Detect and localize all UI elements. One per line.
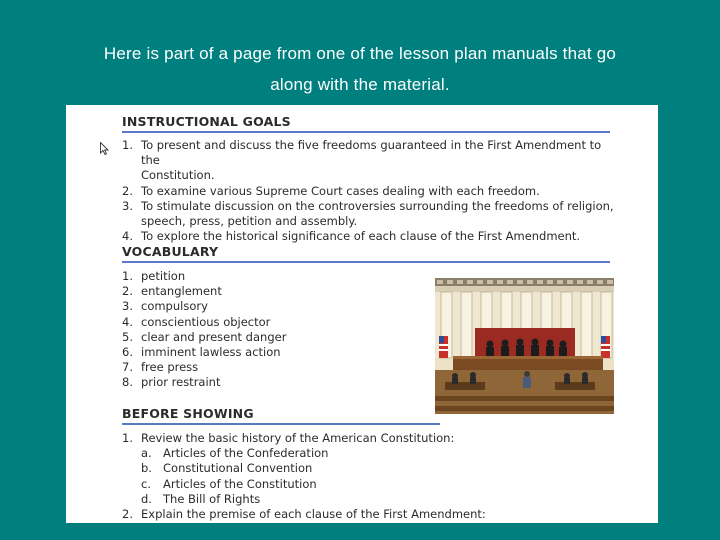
sub-item: c. Articles of the Constitution: [141, 476, 317, 491]
before-showing-rule: [122, 423, 440, 425]
before-showing-heading: BEFORE SHOWING: [122, 406, 254, 421]
goal-item-2: 2. To examine various Supreme Court cases dealing with each freedom.: [122, 183, 540, 198]
slide-title-line-1: Here is part of a page from one of the lesson plan manuals that go: [103, 44, 617, 63]
courtroom-picture: [435, 278, 614, 414]
slide-title: [40, 38, 680, 100]
before-showing-item-1: 1. Review the basic history of the American Constitution: a. Articles of the Confederation b. Constitutional Convention c. Articles of the Constitution d. The Bill of Rights: [122, 431, 542, 507]
sub-item: a. Articles of the Confederation: [141, 446, 329, 461]
goal-item-4: 4. To explore the historical significance of each clause of the First Amendment.: [122, 229, 581, 244]
lesson-plan-page: [66, 105, 658, 523]
supreme-court-illustration: [435, 278, 614, 414]
vocab-item: 2. entanglement: [122, 284, 222, 299]
instructional-goals-list: [122, 138, 622, 244]
vocabulary-rule: [122, 261, 610, 263]
before-showing-item-2: 2. Explain the premise of each clause of the First Amendment:: [122, 507, 486, 522]
vocab-item: 8. prior restraint: [122, 375, 221, 390]
vocab-item: 6. imminent lawless action: [122, 345, 281, 360]
vocabulary-list: [122, 269, 422, 391]
slide-title-line-2: along with the material.: [270, 75, 450, 94]
constitution-history-sublist: [141, 446, 542, 507]
vocab-item: 3. compulsory: [122, 299, 208, 314]
mouse-pointer-icon: [100, 142, 109, 155]
instructional-goals-heading: INSTRUCTIONAL GOALS: [122, 114, 291, 129]
goal-item-3: 3. To stimulate discussion on the controversies surrounding the freedoms of religion, speech, press, petition and assembly.: [122, 198, 614, 229]
vocab-item: 7. free press: [122, 360, 199, 375]
sub-item: d. The Bill of Rights: [141, 491, 261, 506]
vocabulary-heading: VOCABULARY: [122, 244, 219, 259]
vocab-item: 4. conscientious objector: [122, 314, 271, 329]
sub-item: b. Constitutional Convention: [141, 461, 313, 476]
instructional-goals-rule: [122, 131, 610, 133]
vocab-item: 1. petition: [122, 269, 186, 283]
goal-item-1: 1. To present and discuss the five freedoms guaranteed in the First Amendment to the Constitution.: [122, 138, 602, 183]
vocab-item: 5. clear and present danger: [122, 329, 287, 344]
before-showing-list: [122, 431, 542, 522]
